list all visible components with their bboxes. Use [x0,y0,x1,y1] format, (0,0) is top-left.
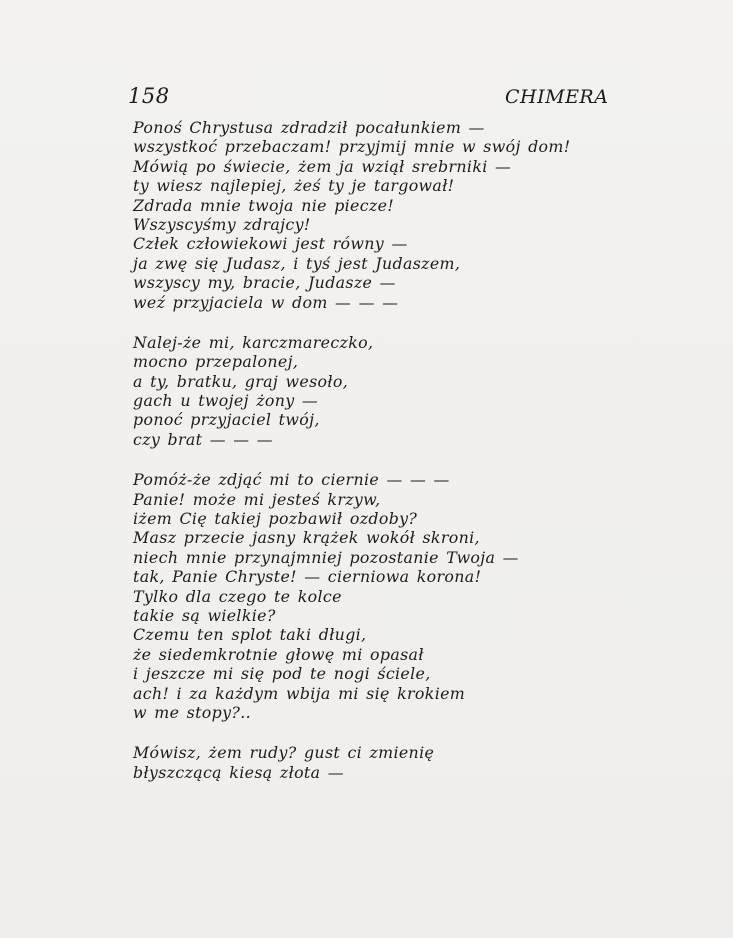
poem-line: Nalej-że mi, karczmareczko, [133,332,374,352]
poem-line: czy brat — — — [133,429,273,449]
stanza [133,743,613,782]
poem-text [133,118,613,803]
poem-line: Czemu ten splot taki długi, [133,625,367,645]
poem-line: Panie! może mi jesteś krzyw, [133,489,381,509]
poem-line: niech mnie przynajmniej pozostanie Twoja — [133,547,519,567]
poem-line: Tylko dla czego te kolce [133,586,342,606]
poem-line: ach! i za każdym wbija mi się krokiem [133,683,466,703]
poem-line: Wszyscyśmy zdrajcy! [133,214,311,234]
poem-line: gach u twojej żony — [133,391,319,411]
poem-line: Człek człowiekowi jest równy — [133,234,408,254]
poem-line: Mówisz, żem rudy? gust ci zmienię [133,743,435,763]
poem-line: w me stopy?.. [133,702,251,722]
poem-line: Zdrada mnie twoja nie piecze! [133,195,395,215]
poem-line: Masz przecie jasny krążek wokół skroni, [133,528,480,548]
poem-line: że siedemkrotnie głowę mi opasał [133,644,424,664]
stanza [133,470,613,722]
stanza [133,333,613,449]
poem-line: mocno przepalonej, [133,352,299,372]
poem-line: Pomóż-że zdjąć mi to ciernie — — — [133,470,450,490]
poem-line: wszystkoć przebaczam! przyjmij mnie w swój dom! [133,137,571,157]
stanza [133,118,613,312]
poem-line: błyszczącą kiesą złota — [133,762,344,782]
poem-line: tak, Panie Chryste! — cierniowa korona! [133,567,482,587]
poem-line: Ponoś Chrystusa zdradził pocałunkiem — [133,118,485,137]
poem-line: iżem Cię takiej pozbawił ozdoby? [133,509,418,529]
poem-line: wszyscy my, bracie, Judasze — [133,273,396,293]
poem-line: ja zwę się Judasz, i tyś jest Judaszem, [133,253,461,273]
poem-line: ponoć przyjaciel twój, [133,410,320,430]
poem-line: i jeszcze mi się pod te nogi ściele, [133,664,431,684]
poem-line: a ty, bratku, graj wesoło, [133,371,349,391]
poem-line: ty wiesz najlepiej, żeś ty je targował! [133,176,455,196]
poem-line: Mówią po świecie, żem ja wziął srebrniki — [133,156,512,176]
poem-line: takie są wielkie? [133,605,276,625]
page-number: 158 [128,84,170,108]
poem-line: weź przyjaciela w dom — — — [133,292,399,312]
running-title: CHIMERA [505,86,609,108]
